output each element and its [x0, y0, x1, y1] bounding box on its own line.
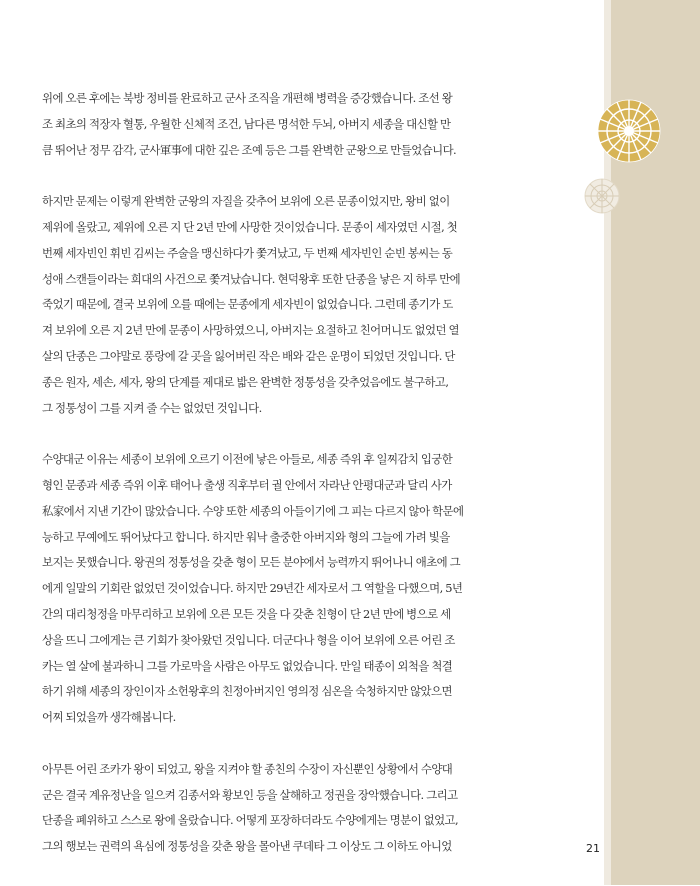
text-line: 큼 뛰어난 정무 감각, 군사軍事에 대한 깊은 조예 등은 그를 완벽한 군왕으로 만들었습니다. — [42, 142, 457, 157]
text-line: 상을 뜨니 그에게는 큰 기회가 찾아왔던 것입니다. 더군다나 형을 이어 보위에 오른 어린 조 — [42, 632, 455, 647]
text-line: 살의 단종은 그야말로 풍랑에 갈 곳을 잃어버린 작은 배와 같은 운명이 되었던 것입니다. 단 — [42, 348, 455, 363]
text-line: 종은 원자, 세손, 세자, 왕의 단계를 제대로 밟은 완벽한 정통성을 갖추었음에도 불구하고, — [42, 374, 449, 389]
text-line: 조 최초의 적장자 혈통, 우월한 신체적 조건, 남다른 명석한 두뇌, 아버지 세종을 대신할 만 — [42, 116, 451, 131]
text-line: 그 정통성이 그를 지켜 줄 수는 없었던 것입니다. — [42, 400, 262, 415]
text-line: 단종을 폐위하고 스스로 왕에 올랐습니다. 어떻게 포장하더라도 수양에게는 명분이 없었고, — [42, 813, 459, 828]
paragraph-4 — [42, 757, 546, 860]
paragraph-1 — [42, 86, 546, 163]
text-line: 군은 결국 계유정난을 일으켜 김종서와 황보인 등을 살해하고 정권을 장악했습니다. 그리고 — [42, 787, 458, 802]
text-line: 어찌 되었을까 생각해봅니다. — [42, 710, 176, 725]
text-line: 아무튼 어린 조카가 왕이 되었고, 왕을 지켜야 할 종친의 수장이 자신뿐인 상황에서 수양대 — [42, 761, 453, 776]
paragraph-3 — [42, 447, 546, 731]
body-text — [42, 86, 546, 886]
text-line: 그의 행보는 권력의 욕심에 정통성을 갖춘 왕을 몰아낸 쿠데타 그 이상도 그 이하도 아니었 — [42, 839, 452, 854]
text-line: 능하고 무예에도 뛰어났다고 합니다. 하지만 워낙 출중한 아버지와 형의 그늘에 가려 빛을 — [42, 529, 450, 544]
text-line: 보지는 못했습니다. 왕권의 정통성을 갖춘 형이 모든 분야에서 능력까지 뛰어나니 애초에 그 — [42, 555, 461, 570]
pale-lotus-emblem-icon — [584, 178, 620, 214]
text-line: 하기 위해 세종의 장인이자 소헌왕후의 친정아버지인 영의정 심온을 숙청하지만 않았으면 — [42, 684, 452, 699]
text-line: 져 보위에 오른 지 2년 만에 문종이 사망하였으니, 아버지는 요절하고 친어머니도 없었던 열 — [42, 323, 459, 338]
text-line: 번째 세자빈인 휘빈 김씨는 주술을 맹신하다가 쫓겨났고, 두 번째 세자빈인 순빈 봉씨는 동 — [42, 245, 453, 260]
text-line: 성애 스캔들이라는 희대의 사건으로 쫓겨났습니다. 현덕왕후 또한 단종을 낳은 지 하루 만에 — [42, 271, 461, 286]
paragraph-2 — [42, 189, 546, 421]
text-line: 간의 대리청정을 마무리하고 보위에 오른 모든 것을 다 갖춘 친형이 단 2년 만에 병으로 세 — [42, 606, 451, 621]
page-number: 21 — [586, 842, 600, 855]
gold-lotus-emblem-icon — [596, 98, 662, 164]
text-line: 에게 일말의 기회란 없었던 것이었습니다. 하지만 29년간 세자로서 그 역할을 다했으며, 5년 — [42, 581, 463, 596]
text-line: 제위에 올랐고, 제위에 오른 지 단 2년 만에 사망한 것이었습니다. 문종이 세자였던 시절, 첫 — [42, 219, 458, 234]
text-line: 위에 오른 후에는 북방 정비를 완료하고 군사 조직을 개편해 병력을 증강했습니다. 조선 왕 — [42, 91, 453, 105]
text-line: 하지만 문제는 이렇게 완벽한 군왕의 자질을 갖추어 보위에 오른 문종이었지만, 왕비 없이 — [42, 194, 450, 209]
text-line: 형인 문종과 세종 즉위 이후 태어나 출생 직후부터 궐 안에서 자라난 안평대군과 달리 사가 — [42, 477, 452, 492]
text-line: 私家에서 지낸 기간이 많았습니다. 수양 또한 세종의 아들이기에 그 피는 다르지 않아 학문에 — [42, 503, 464, 518]
text-line: 수양대군 이유는 세종이 보위에 오르기 이전에 낳은 아들로, 세종 즉위 후 일찌감치 입궁한 — [42, 452, 453, 467]
text-line: 죽었기 때문에, 결국 보위에 오를 때에는 문종에게 세자빈이 없었습니다. 그런데 종기가 도 — [42, 297, 453, 312]
text-line: 카는 열 살에 불과하니 그를 가로막을 사람은 아무도 없었습니다. 만일 태종이 외척을 척결 — [42, 658, 453, 673]
